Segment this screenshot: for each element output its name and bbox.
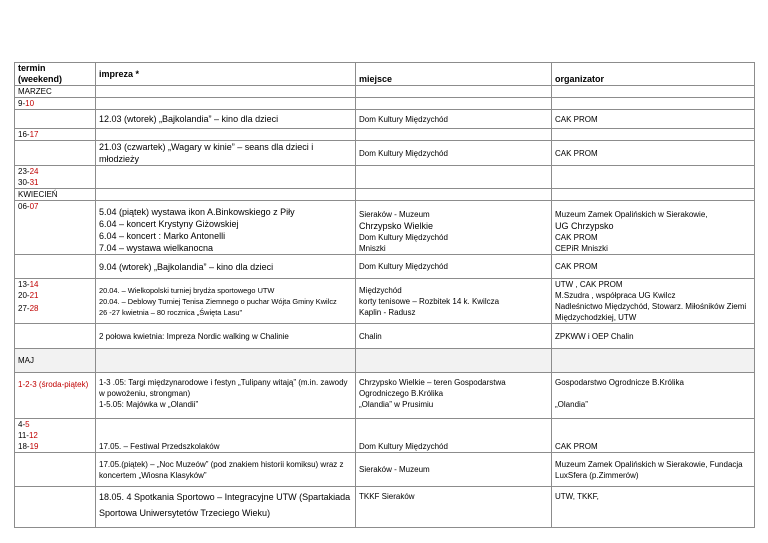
- header-row: [15, 63, 755, 86]
- table-row: [15, 98, 755, 110]
- event-cell: 17.05. – Festiwal Przedszkolaków: [96, 419, 356, 453]
- header-termin: termin (weekend): [15, 63, 96, 86]
- schedule-table: [14, 62, 755, 528]
- table-row: [15, 279, 755, 324]
- event-cell: 17.05.(piątek) – „Noc Muzeów” (pod znakiem historii komiksu) wraz z koncertem „Wiosna Klasyków”: [96, 453, 356, 487]
- organizer-cell: Muzeum Zamek Opalińskich w Sierakowie, Fundacja LuxSfera (p.Zimmerów): [552, 453, 755, 487]
- header-impreza: impreza *: [96, 63, 356, 86]
- organizer-cell: UTW, TKKF,: [552, 487, 755, 528]
- table-row: [15, 419, 755, 453]
- month-row: [15, 86, 755, 98]
- place-cell: Sieraków - Muzeum Chrzypsko Wielkie Dom Kultury Międzychód Mniszki: [356, 201, 552, 255]
- event-cell: 12.03 (wtorek) „Bajkolandia” – kino dla dzieci: [96, 110, 356, 129]
- organizer-cell: Gospodarstwo Ogrodnicze B.Królika „Olandia”: [552, 373, 755, 419]
- month-label: KWIECIEŃ: [15, 189, 96, 201]
- event-cell: 9.04 (wtorek) „Bajkolandia” – kino dla dzieci: [96, 255, 356, 279]
- place-cell: Dom Kultury Międzychód: [356, 255, 552, 279]
- organizer-cell: CAK PROM: [552, 141, 755, 166]
- date-cell: 1-2-3 (środa-piątek): [15, 373, 96, 419]
- table-row: [15, 129, 755, 141]
- table-row: [15, 110, 755, 129]
- date-cell: 9-10: [15, 98, 96, 110]
- place-cell: Międzychód korty tenisowe – Rozbitek 14 k. Kwilcza Kaplin - Radusz: [356, 279, 552, 324]
- place-cell: Chalin: [356, 324, 552, 349]
- date-cell: 13-14 20-21 27-28: [15, 279, 96, 324]
- event-cell: 18.05. 4 Spotkania Sportowo – Integracyjne UTW (Spartakiada Sportowa Uniwersytetów Trzeciego Wieku): [96, 487, 356, 528]
- month-label: MARZEC: [15, 86, 96, 98]
- table-row: [15, 141, 755, 166]
- table-row: [15, 324, 755, 349]
- table-row: [15, 201, 755, 255]
- date-cell: 06-07: [15, 201, 96, 255]
- month-row: [15, 189, 755, 201]
- date-cell: 4-5 11-12 18-19: [15, 419, 96, 453]
- organizer-cell: CAK PROM: [552, 255, 755, 279]
- table-row: [15, 487, 755, 528]
- header-organizator: organizator: [552, 63, 755, 86]
- organizer-cell: CAK PROM: [552, 110, 755, 129]
- event-cell: 5.04 (piątek) wystawa ikon A.Binkowskiego z Piły 6.04 – koncert Krystyny Giżowskiej 6.04 – koncert : Marko Antonelli 7.04 – wystawa wielkanocna: [96, 201, 356, 255]
- place-cell: Dom Kultury Międzychód: [356, 419, 552, 453]
- date-cell: 23-24 30-31: [15, 166, 96, 189]
- month-label: MAJ: [15, 349, 96, 373]
- organizer-cell: CAK PROM: [552, 419, 755, 453]
- header-miejsce: miejsce: [356, 63, 552, 86]
- event-cell: 2 połowa kwietnia: Impreza Nordic walking w Chalinie: [96, 324, 356, 349]
- table-row: [15, 166, 755, 189]
- place-cell: Chrzypsko Wielkie – teren Gospodarstwa Ogrodniczego B.Królika „Olandia” w Prusimiu: [356, 373, 552, 419]
- month-row: [15, 349, 755, 373]
- table-row: [15, 255, 755, 279]
- place-cell: Dom Kultury Międzychód: [356, 110, 552, 129]
- events-schedule: [14, 62, 754, 528]
- organizer-cell: UTW , CAK PROM M.Szudra , współpraca UG Kwilcz Nadleśnictwo Międzychód, Stowarz. Miłośników Ziemi Międzychodzkiej, UTW: [552, 279, 755, 324]
- event-cell: 21.03 (czwartek) „Wagary w kinie” – seans dla dzieci i młodzieży: [96, 141, 356, 166]
- date-cell: 16-17: [15, 129, 96, 141]
- organizer-cell: ZPKWW i OEP Chalin: [552, 324, 755, 349]
- event-cell: 1-3 .05: Targi międzynarodowe i festyn „Tulipany witają” (m.in. zawody w powożeniu, strongman) 1-5.05: Majówka w „Olandii”: [96, 373, 356, 419]
- place-cell: TKKF Sieraków: [356, 487, 552, 528]
- table-row: [15, 453, 755, 487]
- event-cell: 20.04. – Wielkopolski turniej brydża sportowego UTW 20.04. – Deblowy Turniej Tenisa Ziemnego o puchar Wójta Gminy Kwilcz 26 -27 kwietnia – 80 rocznica „Święta Lasu”: [96, 279, 356, 324]
- table-row: [15, 373, 755, 419]
- place-cell: Dom Kultury Międzychód: [356, 141, 552, 166]
- place-cell: Sieraków - Muzeum: [356, 453, 552, 487]
- organizer-cell: Muzeum Zamek Opalińskich w Sierakowie, UG Chrzypsko CAK PROM CEPiR Mniszki: [552, 201, 755, 255]
